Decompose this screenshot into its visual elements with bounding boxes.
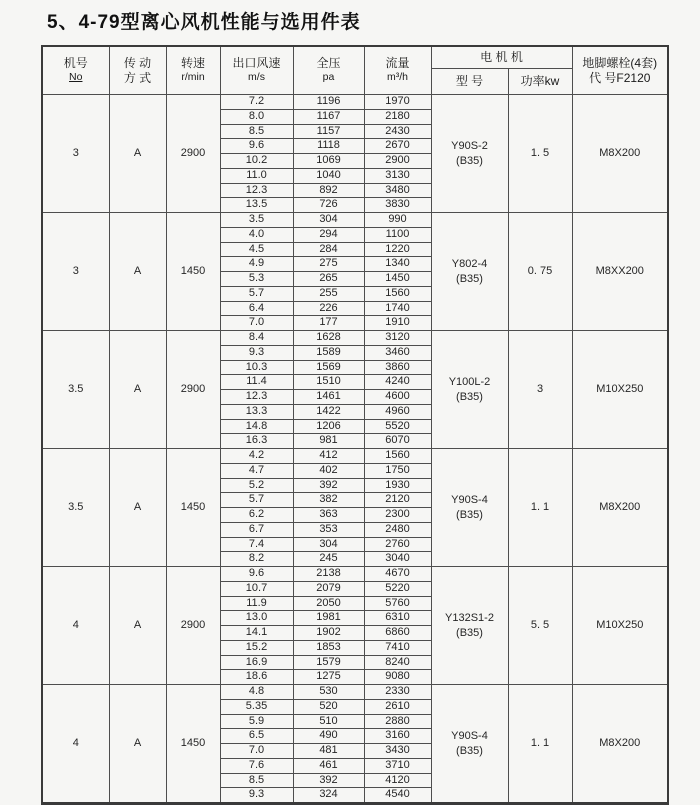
flow-cell: 990 [364,213,431,228]
pressure-cell: 1569 [293,360,364,375]
header-motor-group: 电 机 机 [431,46,572,69]
machine-no-cell: 4 [42,567,109,685]
table-row [42,567,668,582]
flow-cell: 3480 [364,183,431,198]
flow-cell: 1340 [364,257,431,272]
outlet-speed-cell: 7.4 [220,537,293,552]
outlet-speed-cell: 4.7 [220,463,293,478]
pressure-cell: 1461 [293,390,364,405]
fan-block [42,331,668,449]
outlet-speed-cell: 9.3 [220,345,293,360]
drive-cell: A [109,567,166,685]
bolt-cell: M10X250 [572,567,668,685]
pressure-cell: 1275 [293,670,364,685]
flow-cell: 1910 [364,316,431,331]
table-row [42,685,668,700]
outlet-speed-cell: 8.2 [220,552,293,567]
speed-cell: 1450 [166,685,220,804]
outlet-speed-cell: 5.2 [220,478,293,493]
flow-cell: 3860 [364,360,431,375]
table-row [42,331,668,346]
outlet-speed-cell: 6.2 [220,508,293,523]
flow-cell: 2610 [364,699,431,714]
motor-frame-line: (B35) [456,390,483,403]
pressure-cell: 1069 [293,154,364,169]
header-speed-cn: 转速 [180,56,205,71]
outlet-speed-cell: 9.6 [220,139,293,154]
speed-cell: 2900 [166,95,220,213]
motor-frame-line: (B35) [456,272,483,285]
pressure-cell: 324 [293,788,364,804]
pressure-cell: 177 [293,316,364,331]
pressure-cell: 1853 [293,640,364,655]
pressure-cell: 284 [293,242,364,257]
outlet-speed-cell: 16.9 [220,655,293,670]
pressure-cell: 530 [293,685,364,700]
drive-cell: A [109,95,166,213]
flow-cell: 3160 [364,729,431,744]
flow-cell: 3830 [364,198,431,213]
fan-block [42,567,668,685]
flow-cell: 2180 [364,109,431,124]
motor-model-cell [431,567,508,685]
pressure-cell: 1040 [293,168,364,183]
motor-frame-line: (B35) [456,626,483,639]
fan-performance-table [41,45,669,805]
header-outlet-unit: m/s [248,71,265,84]
flow-cell: 4670 [364,567,431,582]
outlet-speed-cell: 8.5 [220,124,293,139]
outlet-speed-cell: 5.7 [220,286,293,301]
flow-cell: 2120 [364,493,431,508]
outlet-speed-cell: 9.6 [220,567,293,582]
pressure-cell: 981 [293,434,364,449]
flow-cell: 7410 [364,640,431,655]
pressure-cell: 2138 [293,567,364,582]
flow-cell: 5220 [364,581,431,596]
flow-cell: 6860 [364,626,431,641]
motor-model-cell [431,213,508,331]
pressure-cell: 1118 [293,139,364,154]
outlet-speed-cell: 11.4 [220,375,293,390]
motor-model-cell [431,95,508,213]
pressure-cell: 402 [293,463,364,478]
flow-cell: 4240 [364,375,431,390]
flow-cell: 2480 [364,522,431,537]
header-pressure [293,46,364,95]
pressure-cell: 1902 [293,626,364,641]
motor-model-line: Y132S1-2 [445,612,494,625]
outlet-speed-cell: 14.1 [220,626,293,641]
flow-cell: 2330 [364,685,431,700]
pressure-cell: 520 [293,699,364,714]
pressure-cell: 392 [293,773,364,788]
flow-cell: 3430 [364,744,431,759]
bolt-cell: M10X250 [572,331,668,449]
pressure-cell: 2050 [293,596,364,611]
flow-cell: 1970 [364,95,431,110]
header-machine-no-sub: No [69,71,83,84]
header-bolt [572,46,668,95]
motor-model-cell [431,685,508,804]
motor-power-cell: 1. 1 [508,685,572,804]
table-header [42,46,668,95]
pressure-cell: 1579 [293,655,364,670]
outlet-speed-cell: 4.5 [220,242,293,257]
pressure-cell: 1510 [293,375,364,390]
outlet-speed-cell: 7.0 [220,744,293,759]
outlet-speed-cell: 4.9 [220,257,293,272]
outlet-speed-cell: 7.2 [220,95,293,110]
fan-block [42,213,668,331]
pressure-cell: 1206 [293,419,364,434]
outlet-speed-cell: 13.5 [220,198,293,213]
outlet-speed-cell: 18.6 [220,670,293,685]
outlet-speed-cell: 10.7 [220,581,293,596]
machine-no-cell: 3.5 [42,331,109,449]
outlet-speed-cell: 5.9 [220,714,293,729]
drive-cell: A [109,685,166,804]
flow-cell: 1560 [364,449,431,464]
bolt-cell: M8XX200 [572,213,668,331]
motor-model-line: Y90S-4 [451,730,488,743]
outlet-speed-cell: 13.0 [220,611,293,626]
pressure-cell: 353 [293,522,364,537]
header-pressure-cn: 全压 [316,56,341,71]
pressure-cell: 245 [293,552,364,567]
outlet-speed-cell: 7.0 [220,316,293,331]
header-speed [166,46,220,95]
flow-cell: 3710 [364,758,431,773]
header-bolt-line1: 地脚螺栓(4套) [582,55,658,70]
flow-cell: 2430 [364,124,431,139]
flow-cell: 2900 [364,154,431,169]
pressure-cell: 2079 [293,581,364,596]
fan-block [42,449,668,567]
outlet-speed-cell: 16.3 [220,434,293,449]
header-speed-unit: r/min [181,71,205,84]
motor-model-line: Y100L-2 [448,376,491,389]
flow-cell: 5760 [364,596,431,611]
header-drive [109,46,166,95]
outlet-speed-cell: 13.3 [220,404,293,419]
outlet-speed-cell: 9.3 [220,788,293,804]
outlet-speed-cell: 7.6 [220,758,293,773]
fan-block [42,95,668,213]
outlet-speed-cell: 10.2 [220,154,293,169]
table-row [42,213,668,228]
pressure-cell: 294 [293,227,364,242]
outlet-speed-cell: 11.0 [220,168,293,183]
outlet-speed-cell: 8.5 [220,773,293,788]
header-outlet-cn: 出口风速 [232,56,281,71]
motor-model-line: Y802-4 [451,258,488,271]
outlet-speed-cell: 5.35 [220,699,293,714]
outlet-speed-cell: 4.8 [220,685,293,700]
pressure-cell: 726 [293,198,364,213]
pressure-cell: 1981 [293,611,364,626]
pressure-cell: 265 [293,272,364,287]
motor-model-cell [431,449,508,567]
header-drive-line1: 传 动 [123,55,152,70]
speed-cell: 1450 [166,449,220,567]
flow-cell: 1740 [364,301,431,316]
pressure-cell: 481 [293,744,364,759]
flow-cell: 3130 [364,168,431,183]
machine-no-cell: 4 [42,685,109,804]
flow-cell: 5520 [364,419,431,434]
drive-cell: A [109,331,166,449]
motor-model-line: Y90S-4 [451,494,488,507]
pressure-cell: 1167 [293,109,364,124]
flow-cell: 6310 [364,611,431,626]
motor-power-cell: 3 [508,331,572,449]
pressure-cell: 304 [293,537,364,552]
header-machine-no-cn: 机号 [63,56,88,71]
flow-cell: 6070 [364,434,431,449]
motor-frame-line: (B35) [456,744,483,757]
motor-model-cell [431,331,508,449]
drive-cell: A [109,449,166,567]
flow-cell: 1560 [364,286,431,301]
pressure-cell: 1422 [293,404,364,419]
pressure-cell: 490 [293,729,364,744]
pressure-cell: 1628 [293,331,364,346]
flow-cell: 1930 [364,478,431,493]
machine-no-cell: 3.5 [42,449,109,567]
bolt-cell: M8X200 [572,449,668,567]
pressure-cell: 1589 [293,345,364,360]
outlet-speed-cell: 5.3 [220,272,293,287]
outlet-speed-cell: 15.2 [220,640,293,655]
header-machine-no [42,46,109,95]
header-flow-cn: 流量 [385,56,410,71]
header-drive-line2: 方 式 [123,70,152,85]
flow-cell: 1100 [364,227,431,242]
bolt-cell: M8X200 [572,685,668,804]
motor-power-cell: 1. 1 [508,449,572,567]
machine-no-cell: 3 [42,213,109,331]
speed-cell: 2900 [166,331,220,449]
flow-cell: 4120 [364,773,431,788]
outlet-speed-cell: 6.5 [220,729,293,744]
pressure-cell: 510 [293,714,364,729]
outlet-speed-cell: 11.9 [220,596,293,611]
header-pressure-unit: pa [322,71,335,84]
outlet-speed-cell: 14.8 [220,419,293,434]
outlet-speed-cell: 10.3 [220,360,293,375]
flow-cell: 4540 [364,788,431,804]
outlet-speed-cell: 3.5 [220,213,293,228]
bolt-cell: M8X200 [572,95,668,213]
speed-cell: 1450 [166,213,220,331]
outlet-speed-cell: 8.0 [220,109,293,124]
flow-cell: 3460 [364,345,431,360]
speed-cell: 2900 [166,567,220,685]
pressure-cell: 226 [293,301,364,316]
header-outlet-speed [220,46,293,95]
motor-frame-line: (B35) [456,154,483,167]
flow-cell: 1450 [364,272,431,287]
pressure-cell: 1196 [293,95,364,110]
flow-cell: 3120 [364,331,431,346]
table-row [42,449,668,464]
pressure-cell: 304 [293,213,364,228]
pressure-cell: 461 [293,758,364,773]
header-motor-power: 功率kw [508,69,572,95]
motor-power-cell: 0. 75 [508,213,572,331]
flow-cell: 1220 [364,242,431,257]
outlet-speed-cell: 12.3 [220,183,293,198]
header-flow-unit: m³/h [387,71,408,84]
fan-block [42,685,668,804]
pressure-cell: 412 [293,449,364,464]
outlet-speed-cell: 4.2 [220,449,293,464]
outlet-speed-cell: 8.4 [220,331,293,346]
flow-cell: 3040 [364,552,431,567]
pressure-cell: 363 [293,508,364,523]
motor-power-cell: 5. 5 [508,567,572,685]
flow-cell: 2300 [364,508,431,523]
pressure-cell: 892 [293,183,364,198]
header-bolt-line2: 代 号F2120 [589,70,651,85]
outlet-speed-cell: 5.7 [220,493,293,508]
page-title: 5、4-79型离心风机性能与选用件表 [47,12,361,33]
pressure-cell: 255 [293,286,364,301]
header-motor-model: 型 号 [431,69,508,95]
pressure-cell: 392 [293,478,364,493]
outlet-speed-cell: 4.0 [220,227,293,242]
machine-no-cell: 3 [42,95,109,213]
motor-model-line: Y90S-2 [451,140,488,153]
motor-power-cell: 1. 5 [508,95,572,213]
outlet-speed-cell: 6.7 [220,522,293,537]
flow-cell: 2670 [364,139,431,154]
table-row [42,95,668,110]
flow-cell: 2880 [364,714,431,729]
motor-frame-line: (B35) [456,508,483,521]
flow-cell: 2760 [364,537,431,552]
outlet-speed-cell: 12.3 [220,390,293,405]
outlet-speed-cell: 6.4 [220,301,293,316]
flow-cell: 8240 [364,655,431,670]
drive-cell: A [109,213,166,331]
pressure-cell: 275 [293,257,364,272]
flow-cell: 9080 [364,670,431,685]
header-flow [364,46,431,95]
flow-cell: 4600 [364,390,431,405]
flow-cell: 4960 [364,404,431,419]
flow-cell: 1750 [364,463,431,478]
pressure-cell: 382 [293,493,364,508]
pressure-cell: 1157 [293,124,364,139]
